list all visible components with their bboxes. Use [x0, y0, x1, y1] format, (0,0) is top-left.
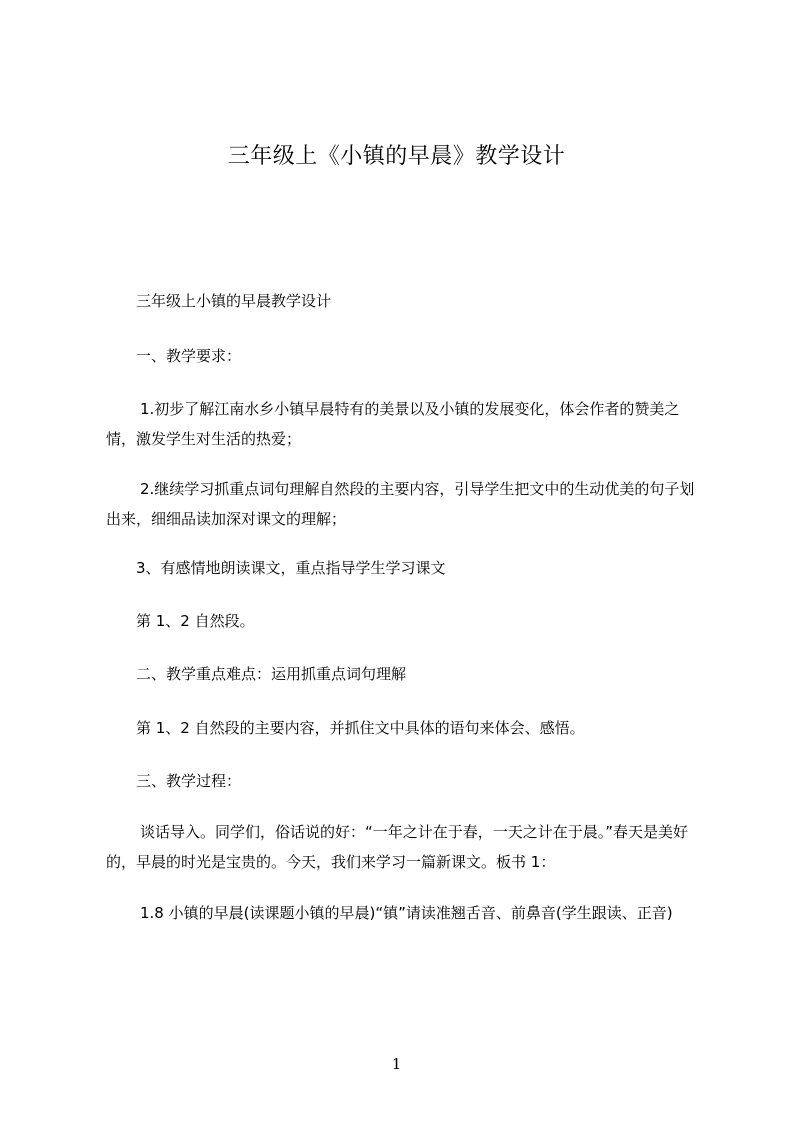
paragraph-requirement-1: 1.初步了解江南水乡小镇早晨特有的美景以及小镇的发展变化，体会作者的赞美之情，激发学生对生活的热爱； [106, 400, 680, 448]
paragraph-requirement-3: 3、有感情地朗读课文，重点指导学生学习课文 [136, 559, 446, 577]
paragraph-key-difficulties-cont: 第 1、2 自然段的主要内容，并抓住文中具体的语句来体会、感悟。 [136, 719, 585, 737]
paragraph-subtitle: 三年级上小镇的早晨教学设计 [136, 292, 332, 310]
heading-teaching-requirements: 一、教学要求： [136, 347, 242, 365]
paragraph-introduction: 谈话导入。同学们，俗话说的好：“一年之计在于春，一天之计在于晨。”春天是美好的，早晨的时光是宝贵的。今天，我们来学习一篇新课文。板书 1： [106, 823, 689, 871]
paragraph-step-1: 1.8 小镇的早晨(读课题小镇的早晨)“镇”请读准翘舌音、前鼻音(学生跟读、正音) [140, 904, 673, 922]
heading-key-difficulties: 二、教学重点难点：运用抓重点词句理解 [136, 665, 407, 683]
page-number: 1 [391, 1055, 402, 1073]
paragraph-requirement-2: 2.继续学习抓重点词句理解自然段的主要内容，引导学生把文中的生动优美的句子划出来，细细品读加深对课文的理解； [106, 480, 695, 528]
document-title: 三年级上《小镇的早晨》教学设计 [227, 144, 566, 169]
paragraph-requirement-3-cont: 第 1、2 自然段。 [136, 612, 255, 630]
heading-teaching-process: 三、教学过程： [136, 772, 242, 790]
